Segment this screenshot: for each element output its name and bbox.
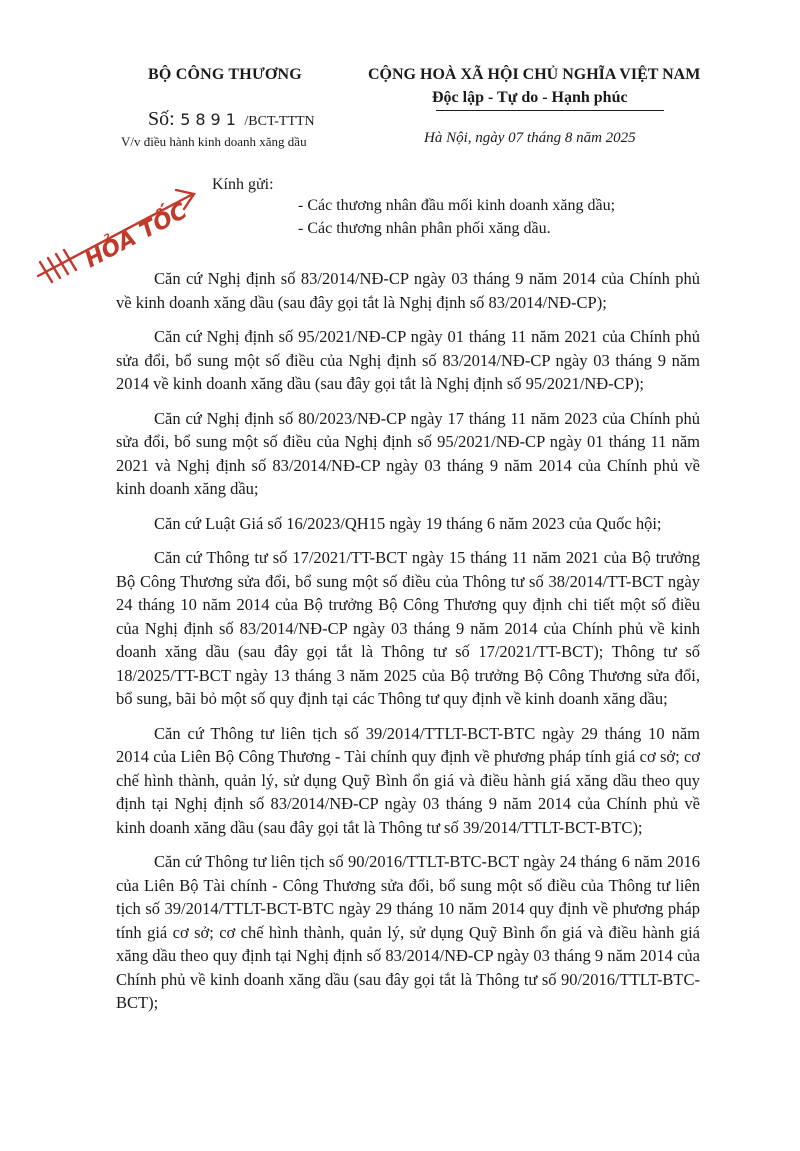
stamp-fletch: [48, 258, 60, 278]
doc-number-prefix: Số:: [148, 108, 175, 130]
stamp-fletch: [56, 254, 68, 274]
body-paragraph: Căn cứ Thông tư liên tịch số 39/2014/TTLT-BCT-BTC ngày 29 tháng 10 năm 2014 của Liên Bộ Công Thương - Tài chính quy định về phương pháp tính giá cơ sở; cơ chế hình thành, quản lý, sử dụng Quỹ Bình ổn giá và điều hành giá xăng dầu theo quy định tại Nghị định số 83/2014/NĐ-CP ngày 03 tháng 9 năm 2014 của Chính phủ về kinh doanh xăng dầu (sau đây gọi tắt là Thông tư số 39/2014/TTLT-BCT-BTC);: [116, 723, 700, 837]
nation-title: CỘNG HOÀ XÃ HỘI CHỦ NGHĨA VIỆT NAM: [368, 66, 701, 83]
doc-number-value: 5891: [180, 110, 241, 129]
stamp-text: HỎA TỐC: [81, 198, 192, 274]
recipient-item: - Các thương nhân phân phối xăng dầu.: [298, 220, 551, 237]
document-number: [148, 108, 315, 131]
document-body: [116, 267, 700, 1026]
body-paragraph: Căn cứ Nghị định số 80/2023/NĐ-CP ngày 17 tháng 11 năm 2023 của Chính phủ sửa đổi, bổ sung một số điều của Nghị định số 95/2021/NĐ-CP ngày 01 tháng 11 năm 2021 và Nghị định số 83/2014/NĐ-CP ngày 03 tháng 9 năm 2014 của Chính phủ về kinh doanh xăng dầu;: [116, 408, 700, 498]
body-paragraph: Căn cứ Thông tư liên tịch số 90/2016/TTLT-BTC-BCT ngày 24 tháng 6 năm 2016 của Liên Bộ Tài chính - Công Thương sửa đổi, bổ sung một số điều của Thông tư liên tịch số 39/2014/TTLT-BCT-BTC ngày 29 tháng 10 năm 2014 quy định về phương pháp tính giá cơ sở; cơ chế hình thành, quản lý, sử dụng Quỹ Bình ổn giá và điều hành giá xăng dầu theo quy định tại Nghị định số 83/2014/NĐ-CP ngày 03 tháng 9 năm 2014 của Chính phủ về kinh doanh xăng dầu (sau đây gọi tắt là Thông tư số 90/2016/TTLT-BTC-BCT);: [116, 852, 700, 1012]
body-paragraph: Căn cứ Luật Giá số 16/2023/QH15 ngày 19 tháng 6 năm 2023 của Quốc hội;: [154, 513, 662, 533]
body-paragraph: Căn cứ Thông tư số 17/2021/TT-BCT ngày 15 tháng 11 năm 2021 của Bộ trưởng Bộ Công Thương sửa đổi, bổ sung một số điều của Thông tư số 38/2014/TT-BCT ngày 24 tháng 10 năm 2014 của Bộ trưởng Bộ Công Thương quy định chi tiết một số điều của Nghị định số 83/2014/NĐ-CP ngày 03 tháng 9 năm 2014 của Chính phủ về kinh doanh xăng dầu (sau đây gọi tắt là Thông tư số 17/2021/TT-BCT); Thông tư số 18/2025/TT-BCT ngày 13 tháng 3 năm 2025 của Bộ trưởng Bộ Công Thương sửa đổi, bổ sung, bãi bỏ một số quy định tại các Thông tư quy định về kinh doanh xăng dầu;: [116, 548, 700, 708]
greeting-label: Kính gửi:: [212, 176, 274, 193]
body-paragraph: Căn cứ Nghị định số 83/2014/NĐ-CP ngày 03 tháng 9 năm 2014 của Chính phủ về kinh doanh xăng dầu (sau đây gọi tắt là Nghị định số 83/2014/NĐ-CP);: [116, 269, 700, 312]
document-subject: V/v điều hành kinh doanh xăng dầu: [121, 134, 307, 149]
issuing-agency: BỘ CÔNG THƯƠNG: [148, 66, 302, 83]
motto-underline: [436, 110, 664, 111]
doc-number-suffix: /BCT-TTTN: [244, 114, 315, 129]
place-and-date: Hà Nội, ngày 07 tháng 8 năm 2025: [424, 130, 636, 146]
recipient-item: - Các thương nhân đầu mối kinh doanh xăng dầu;: [298, 197, 616, 214]
national-motto: Độc lập - Tự do - Hạnh phúc: [432, 89, 628, 106]
body-paragraph: Căn cứ Nghị định số 95/2021/NĐ-CP ngày 01 tháng 11 năm 2021 của Chính phủ sửa đổi, bổ sung một số điều của Nghị định số 83/2014/NĐ-CP ngày 03 tháng 9 năm 2014 về kinh doanh xăng dầu (sau đây gọi tắt là Nghị định số 95/2021/NĐ-CP);: [116, 327, 700, 393]
stamp-fletch: [40, 262, 52, 282]
